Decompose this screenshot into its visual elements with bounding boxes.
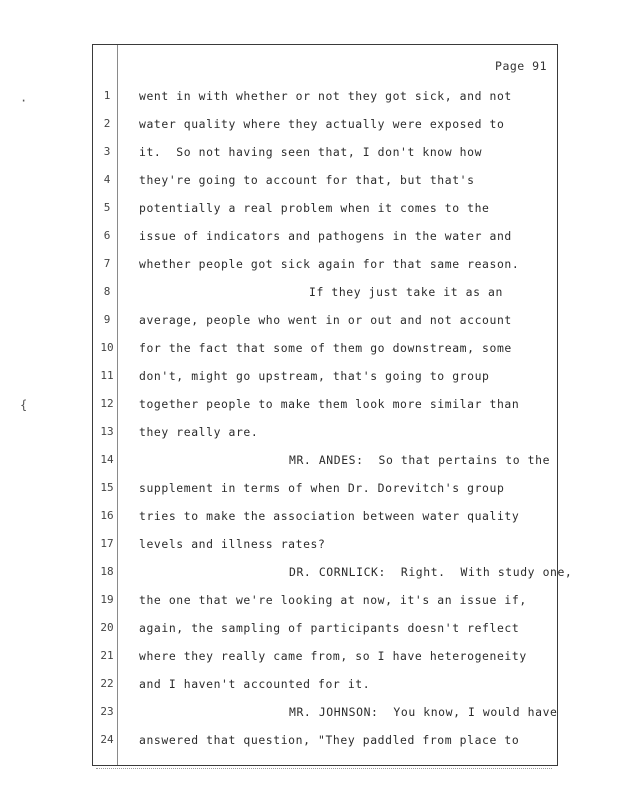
transcript-line (93, 563, 573, 591)
line-number: 20 (100, 621, 114, 634)
line-number: 22 (100, 677, 114, 690)
transcript-page (92, 44, 573, 766)
page-number-label: Page 91 (495, 59, 547, 73)
line-number: 9 (103, 313, 111, 326)
transcript-lines (93, 87, 573, 759)
line-number: 10 (100, 341, 114, 354)
line-text: If they just take it as an (309, 285, 503, 299)
line-number: 15 (100, 481, 114, 494)
line-number: 13 (100, 425, 114, 438)
line-text: they really are. (139, 425, 259, 439)
line-number: 16 (100, 509, 114, 522)
transcript-line (93, 367, 557, 395)
line-text: where they really came from, so I have heterogeneity (139, 649, 527, 663)
line-number: 8 (103, 285, 111, 298)
transcript-line (93, 591, 557, 619)
line-text: supplement in terms of when Dr. Dorevitch's group (139, 481, 505, 495)
margin-tick: · (20, 94, 28, 108)
transcript-line (93, 339, 557, 367)
transcript-line (93, 451, 557, 479)
transcript-line (93, 395, 557, 423)
line-text: for the fact that some of them go downstream, some (139, 341, 512, 355)
line-text: average, people who went in or out and not account (139, 313, 512, 327)
line-number: 24 (100, 733, 114, 746)
line-text: it. So not having seen that, I don't know how (139, 145, 483, 159)
line-text: potentially a real problem when it comes to the (139, 201, 490, 215)
line-number: 2 (103, 117, 111, 130)
line-text: MR. ANDES: So that pertains to the (289, 453, 551, 467)
transcript-line (93, 255, 557, 283)
line-text: issue of indicators and pathogens in the water and (139, 229, 512, 243)
line-number: 11 (100, 369, 114, 382)
transcript-line (93, 143, 557, 171)
line-text: and I haven't accounted for it. (139, 677, 371, 691)
transcript-line (93, 675, 557, 703)
transcript-line (93, 171, 557, 199)
line-number: 14 (100, 453, 114, 466)
line-number: 7 (103, 257, 111, 270)
line-text: levels and illness rates? (139, 537, 326, 551)
line-text: tries to make the association between water quality (139, 509, 520, 523)
line-text: DR. CORNLICK: Right. With study one, (289, 565, 573, 579)
transcript-line (93, 227, 557, 255)
line-number: 17 (100, 537, 114, 550)
line-text: went in with whether or not they got sick, and not (139, 89, 512, 103)
line-number: 12 (100, 397, 114, 410)
transcript-line (93, 311, 557, 339)
scan-noise-line (96, 768, 552, 773)
line-number: 3 (103, 145, 111, 158)
line-number: 1 (103, 89, 111, 102)
transcript-line (93, 535, 557, 563)
line-text: don't, might go upstream, that's going to group (139, 369, 490, 383)
line-text: the one that we're looking at now, it's an issue if, (139, 593, 527, 607)
line-number: 23 (100, 705, 114, 718)
line-number: 6 (103, 229, 111, 242)
line-text: answered that question, "They paddled from place to (139, 733, 520, 747)
transcript-line (93, 423, 557, 451)
line-text: MR. JOHNSON: You know, I would have (289, 705, 558, 719)
transcript-line (93, 619, 557, 647)
transcript-line (93, 199, 557, 227)
transcript-line (93, 479, 557, 507)
transcript-line (93, 703, 557, 731)
transcript-line (93, 283, 557, 311)
line-text: water quality where they actually were exposed to (139, 117, 505, 131)
line-text: together people to make them look more similar than (139, 397, 520, 411)
transcript-line (93, 647, 557, 675)
transcript-line (93, 731, 557, 759)
line-number: 18 (100, 565, 114, 578)
line-number: 4 (103, 173, 111, 186)
transcript-line (93, 87, 557, 115)
line-number: 21 (100, 649, 114, 662)
transcript-line (93, 507, 557, 535)
line-text: again, the sampling of participants doesn't reflect (139, 621, 520, 635)
line-number: 19 (100, 593, 114, 606)
line-text: whether people got sick again for that same reason. (139, 257, 520, 271)
transcript-line (93, 115, 557, 143)
margin-bracket: { (20, 398, 28, 412)
line-number: 5 (103, 201, 111, 214)
line-text: they're going to account for that, but that's (139, 173, 475, 187)
